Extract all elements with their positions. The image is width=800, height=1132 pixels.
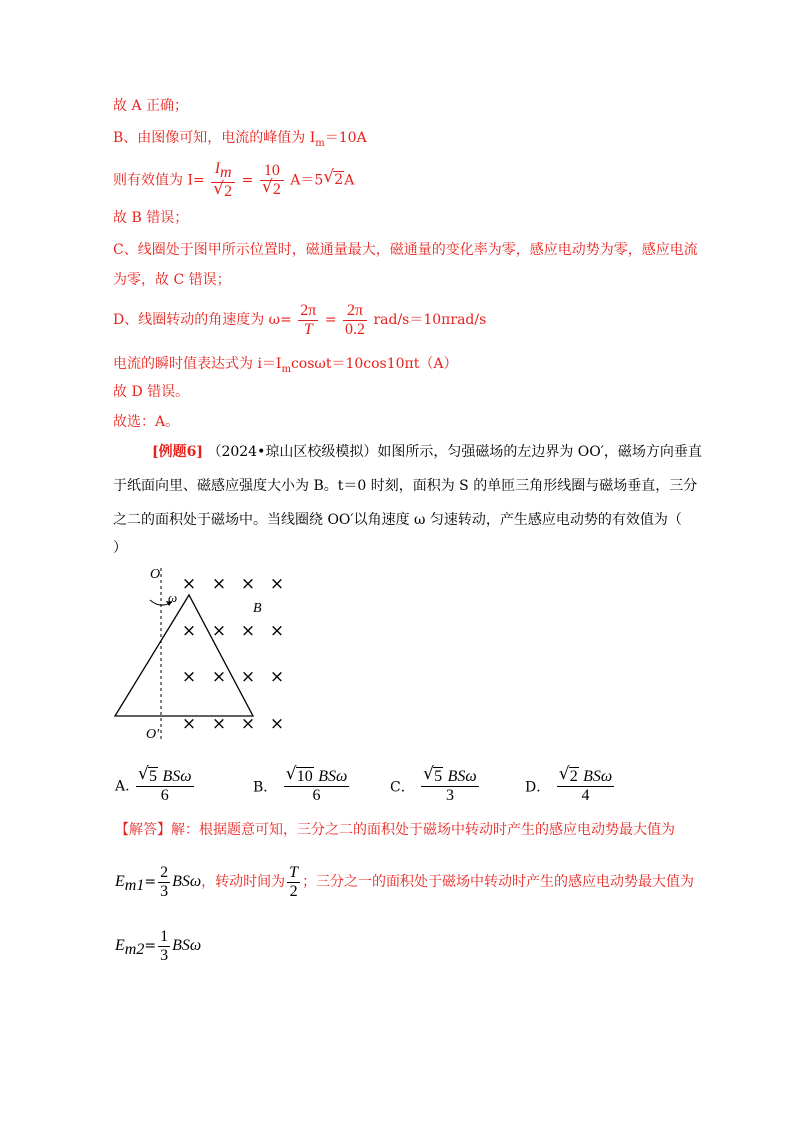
field-cross-icon: × [269, 667, 285, 687]
math-num: 2 [334, 172, 344, 189]
text-segment: ＝10A [324, 130, 367, 146]
example-header [152, 442, 702, 462]
math-num: 3 [160, 882, 169, 900]
field-cross-icon: × [269, 621, 285, 641]
choice-a[interactable]: A. √ 5 BSω 6 [115, 764, 192, 804]
magnetic-field-crosses [182, 574, 284, 734]
field-cross-icon: × [240, 574, 256, 594]
math-expr: BSω [447, 768, 477, 785]
text-segment: 则有效值为 I= [113, 172, 205, 189]
choice-label: B． [253, 779, 278, 796]
answer-tag: 【解答】 [115, 822, 171, 838]
label-o-top: O [150, 567, 161, 582]
field-cross-icon: × [181, 714, 197, 734]
field-cross-icon: × [181, 574, 197, 594]
math-num: 2 [224, 182, 233, 200]
math-var: I [214, 160, 221, 177]
figure-triangle-coil [105, 560, 305, 750]
example-text-line: ） [113, 540, 127, 556]
answer-text: 解：根据题意可知，三分之二的面积处于磁场中转动时产生的感应电动势最大值为 [171, 822, 675, 838]
math-expr: BSω [583, 768, 613, 785]
text-line-instant-value [113, 354, 457, 380]
subscript: m2 [124, 940, 145, 958]
subscript: m [281, 363, 291, 375]
text-segment: A＝5 [290, 172, 324, 189]
subscript: m [315, 137, 325, 149]
math-var: E [115, 937, 125, 954]
choice-d[interactable]: D． √ 2 BSω 4 [525, 764, 613, 804]
field-cross-icon: × [211, 714, 227, 734]
math-expr: BSω [162, 768, 192, 785]
equals: = [144, 938, 157, 954]
math-num: 5 [149, 768, 158, 785]
math-num: 2π [300, 301, 317, 319]
text-line-effective-value: 则有效值为 I= $I_m$ √ 2 = 10 √ 2 A＝5 √ 2A [113, 160, 355, 200]
math-var: T [298, 320, 318, 339]
equals: = [324, 312, 337, 328]
text-segment: rad/s＝10πrad/s [373, 312, 487, 328]
choice-label: C． [390, 779, 415, 796]
text-line-d-wrong: 故 D 错误。 [113, 384, 190, 400]
answer-text: ；三分之一的面积处于磁场中转动时产生的感应电动势最大值为 [302, 874, 695, 890]
fraction-2pi-over-0-2 [343, 302, 367, 339]
math-num: 2 [287, 882, 300, 901]
text-line-c-analysis: C、线圈处于图甲所示位置时，磁通量最大，磁通量的变化率为零，感应电动势为零，感应电流 [113, 242, 698, 258]
field-cross-icon: × [211, 621, 227, 641]
math-expr: BSω [172, 873, 202, 890]
field-cross-icon: × [240, 621, 256, 641]
math-num: 2 [272, 180, 281, 198]
label-omega: ω [168, 590, 178, 605]
math-num: 3 [160, 946, 169, 964]
field-cross-icon: × [211, 667, 227, 687]
text-line-a-correct: 故 A 正确； [113, 98, 189, 114]
fraction-10-over-root2: 10 √ 2 [260, 162, 284, 199]
field-cross-icon: × [269, 574, 285, 594]
field-cross-icon: × [181, 667, 197, 687]
text-segment: B、由图像可知，电流的峰值为 I [113, 130, 316, 146]
math-var: E [115, 873, 125, 890]
math-num: 2 [569, 768, 578, 785]
text-line-choose-a: 故选：A。 [113, 414, 180, 430]
example-text: （2024•琼山区校级模拟）如图所示，匀强磁场的左边界为 OO′，磁场方向垂直 [207, 444, 702, 460]
text-segment: 电流的瞬时值表达式为 i＝I [113, 356, 282, 372]
math-num: 6 [136, 786, 194, 805]
answer-header [115, 820, 675, 840]
equals: = [241, 172, 254, 189]
math-expr: BSω [172, 937, 202, 954]
choice-b[interactable]: B． √ 10 BSω 6 [253, 764, 348, 804]
label-o-bottom: O′ [146, 727, 160, 742]
text-segment: cosωt＝10cos10πt（A） [290, 356, 458, 372]
fraction-im-over-root2: $I_m$ √ 2 [211, 160, 235, 201]
math-num: 2 [160, 863, 169, 881]
text-line-b-wrong: 故 B 错误； [113, 210, 189, 226]
math-num: 4 [557, 786, 615, 805]
math-num: 10 [296, 768, 313, 785]
math-num: 10 [263, 161, 280, 179]
subscript: m1 [124, 876, 145, 894]
answer-equation-line-1 [115, 862, 694, 906]
choice-label: D． [525, 779, 551, 796]
math-num: 1 [160, 927, 169, 945]
math-num: 2π [346, 301, 364, 319]
text-line-d-angular-velocity [113, 300, 486, 340]
math-num: 3 [421, 786, 479, 805]
field-cross-icon: × [240, 667, 256, 687]
field-cross-icon: × [240, 714, 256, 734]
example-text-line: 之二的面积处于磁场中。当线圈绕 OO′以角速度 ω 匀速转动，产生感应电动势的有效值为（ [113, 512, 682, 528]
choice-c[interactable]: C． √ 5 BSω 3 [390, 764, 477, 804]
example-text-line: 于纸面向里、磁感应强度大小为 B。t＝0 时刻，面积为 S 的单匝三角形线圈与磁场垂直，三分 [113, 478, 698, 494]
answer-equation-line-2 [115, 926, 201, 970]
text-line-b-peak [113, 128, 367, 154]
field-cross-icon: × [211, 574, 227, 594]
choice-label: A. [115, 778, 130, 795]
math-num: 6 [284, 786, 350, 805]
text-segment: A [344, 172, 355, 189]
text-line-c-wrong: 为零，故 C 错误； [113, 272, 231, 288]
label-b: B [253, 601, 262, 616]
math-expr: BSω [318, 768, 348, 785]
fraction-2pi-over-t [298, 302, 318, 339]
math-num: 5 [434, 768, 443, 785]
equals: = [144, 874, 157, 890]
math-var: T [289, 863, 299, 881]
field-cross-icon: × [181, 621, 197, 641]
text-segment: D、线圈转动的角速度为 ω= [113, 312, 292, 328]
math-num: 0.2 [345, 320, 365, 338]
subscript: m [220, 163, 232, 181]
answer-text: ，转动时间为 [201, 874, 286, 890]
field-cross-icon: × [269, 714, 285, 734]
example-tag: [例题6] [152, 444, 203, 460]
triangle-coil [115, 595, 256, 716]
